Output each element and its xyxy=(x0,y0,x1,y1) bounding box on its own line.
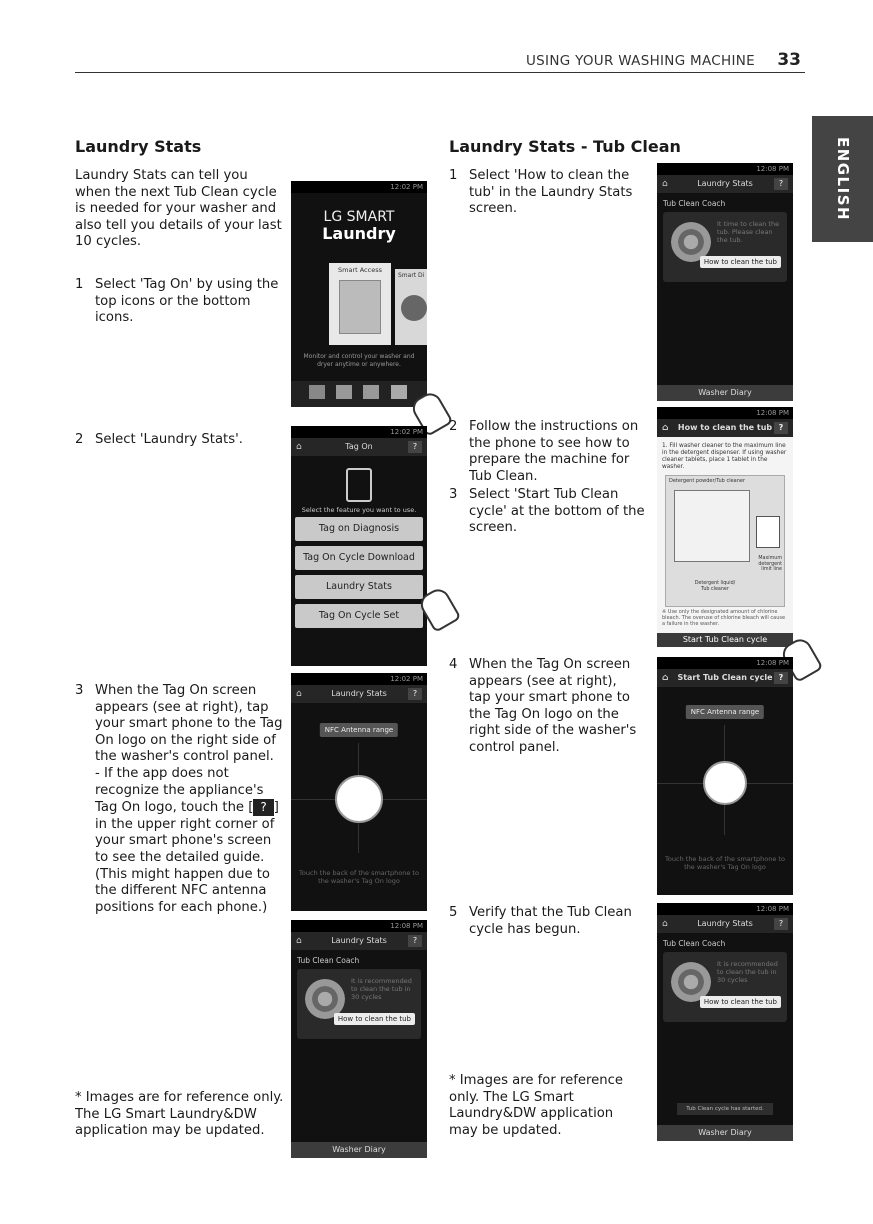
washer-diary-bar[interactable]: Washer Diary xyxy=(657,385,793,401)
app-brand: LG SMART xyxy=(323,209,395,225)
menu-tag-on-diagnosis[interactable]: Tag on Diagnosis xyxy=(295,517,423,541)
coach-message: It is recommended to clean the tub in 30 cycles xyxy=(351,977,412,1001)
status-bar: 12:02 PM xyxy=(291,181,427,193)
step-3-sub-1: - If the app does not recognize the appliance's Tag On logo, touch the xyxy=(95,765,264,816)
screen-title: Laundry Stats xyxy=(697,919,753,928)
tag-on-target[interactable] xyxy=(335,775,383,823)
detergent-powder-label: Detergent powder/Tub cleaner xyxy=(669,478,746,484)
home-icon[interactable]: ⌂ xyxy=(662,673,669,683)
tag-on-target[interactable] xyxy=(703,761,747,805)
start-tub-clean-button[interactable]: Start Tub Clean cycle xyxy=(657,633,793,647)
help-icon[interactable]: ? xyxy=(408,441,422,453)
step-text: Select 'How to clean the tub' in the Laundry Stats screen. xyxy=(469,168,633,217)
phone-tub-clean-coach xyxy=(657,163,793,401)
right-heading: Laundry Stats - Tub Clean xyxy=(449,137,681,156)
select-feature-text: Select the feature you want to use. xyxy=(301,506,417,514)
step-text: Select 'Start Tub Clean cycle' at the bottom of the screen. xyxy=(469,487,645,536)
step-text: Follow the instructions on the phone to see how to prepare the machine for Tub Clean. xyxy=(469,419,639,484)
home-icon[interactable]: ⌂ xyxy=(662,919,668,929)
tub-clean-coach-label: Tub Clean Coach xyxy=(297,956,360,965)
tub-clean-coach-label: Tub Clean Coach xyxy=(663,199,726,208)
home-icon[interactable]: ⌂ xyxy=(662,179,668,189)
nfc-antenna-label: NFC Antenna range xyxy=(686,705,764,719)
monitor-text: Monitor and control your washer and dryer anytime or anywhere. xyxy=(303,353,415,368)
phone-laundry-stats xyxy=(291,920,427,1158)
step-number: 1 xyxy=(449,168,458,183)
max-line-detail xyxy=(756,516,780,548)
help-key-sample: ? xyxy=(253,799,273,816)
title-bar xyxy=(657,669,793,687)
status-bar: 12:02 PM xyxy=(291,426,427,438)
left-note: * Images are for reference only. The LG Smart Laundry&DW application may be updated. xyxy=(75,1090,284,1139)
help-icon[interactable]: ? xyxy=(774,918,788,930)
screen-title: Laundry Stats xyxy=(697,179,753,188)
how-to-clean-button[interactable]: How to clean the tub xyxy=(334,1013,415,1025)
washer-diary-bar[interactable]: Washer Diary xyxy=(657,1125,793,1141)
cycle-started-toast: Tub Clean cycle has started. xyxy=(677,1103,773,1115)
title-bar xyxy=(291,685,427,703)
smart-di-label: Smart Di xyxy=(398,272,425,279)
how-to-clean-button[interactable]: How to clean the tub xyxy=(700,996,781,1008)
smart-diagnosis-card[interactable] xyxy=(395,269,427,345)
right-step-5 xyxy=(449,905,639,938)
page-number: 33 xyxy=(777,50,801,70)
step-number: 2 xyxy=(449,419,458,434)
nfc-antenna-label: NFC Antenna range xyxy=(320,723,398,737)
washer-diary-bar[interactable]: Washer Diary xyxy=(291,1142,427,1158)
home-icon[interactable]: ⌂ xyxy=(296,442,302,452)
screen-title: Laundry Stats xyxy=(331,936,387,945)
help-icon[interactable]: ? xyxy=(408,935,422,947)
home-icon[interactable]: ⌂ xyxy=(296,689,302,699)
step-text: When the Tag On screen appears (see at right), tap your smart phone to the Tag On logo on the right side of the washer's control panel. xyxy=(469,657,637,755)
title-bar xyxy=(291,932,427,950)
smart-diagnosis-icon[interactable] xyxy=(336,385,352,399)
step-text: Select 'Tag On' by using the top icons or the bottom icons. xyxy=(95,277,279,326)
phone-start-nfc xyxy=(657,657,793,895)
left-heading: Laundry Stats xyxy=(75,137,202,156)
phone-app-home xyxy=(291,181,427,407)
detergent-liquid-label: Detergent liquid/ Tub cleaner xyxy=(694,581,736,592)
status-bar: 12:08 PM xyxy=(657,657,793,669)
left-step-1 xyxy=(75,277,285,327)
left-step-3 xyxy=(75,683,287,916)
left-intro: Laundry Stats can tell you when the next Tub Clean cycle is needed for your washer and also tell you details of your last 10 cycles. xyxy=(75,168,282,250)
running-header-title: USING YOUR WASHING MACHINE xyxy=(525,53,755,69)
coach-card xyxy=(663,212,787,282)
touch-instruction: Touch the back of the smartphone to the washer's Tag On logo xyxy=(665,855,785,871)
screen-title: Start Tub Clean cycle xyxy=(677,673,773,682)
status-bar: 12:08 PM xyxy=(657,163,793,175)
smart-access-card[interactable] xyxy=(329,263,391,345)
header-rule xyxy=(75,72,805,73)
step-number: 2 xyxy=(75,432,84,447)
status-bar: 12:08 PM xyxy=(657,407,793,419)
help-icon[interactable]: ? xyxy=(774,422,788,434)
coach-message: It time to clean the tub. Please clean the tub. xyxy=(717,220,780,244)
step-text: When the Tag On screen appears (see at right), tap your smart phone to the Tag On logo on the right side of the washer's control panel. - If the app does not recognize the appliance's Tag On logo, touch the [ ? ] in the upper right corner of your smart phone's screen to see the detailed guide. (This might happen due to the different NFC antenna positions for each phone.) xyxy=(95,683,283,915)
coach-message: It is recommended to clean the tub in 30 cycles xyxy=(717,960,778,984)
coach-card xyxy=(297,969,421,1039)
max-line-label: Maximum detergent limit line xyxy=(758,556,782,572)
step-number: 5 xyxy=(449,905,458,920)
dispenser-drawer xyxy=(674,490,750,562)
app-name: Laundry xyxy=(322,224,396,243)
phone-nfc-tag xyxy=(291,673,427,911)
screen-title: Tag On xyxy=(345,442,373,451)
right-step-4 xyxy=(449,657,639,757)
menu-tag-on-cycle-download[interactable]: Tag On Cycle Download xyxy=(295,546,423,570)
right-step-1 xyxy=(449,168,639,218)
step-number: 1 xyxy=(75,277,84,292)
status-bar: 12:02 PM xyxy=(291,673,427,685)
phone-how-to-clean xyxy=(657,407,793,647)
menu-tag-on-cycle-set[interactable]: Tag On Cycle Set xyxy=(295,604,423,628)
screen-title: How to clean the tub xyxy=(677,423,773,432)
plus-icon xyxy=(401,295,427,321)
step-3-sub-2: in the upper right corner of your smart phone's screen to see the detailed guide. (This might happen due to the different NFC antenna positions for each phone.) xyxy=(95,816,275,915)
smart-access-icon[interactable] xyxy=(309,385,325,399)
language-tab xyxy=(812,116,873,242)
help-icon[interactable]: ? xyxy=(408,688,422,700)
how-to-clean-button[interactable]: How to clean the tub xyxy=(700,256,781,268)
home-icon[interactable]: ⌂ xyxy=(662,423,669,433)
status-bar: 12:08 PM xyxy=(291,920,427,932)
status-bar: 12:08 PM xyxy=(657,903,793,915)
language-tab-label: ENGLISH xyxy=(833,136,852,222)
step-3-main: When the Tag On screen appears (see at right), tap your smart phone to the Tag On logo on the right side of the washer's control panel. xyxy=(95,683,283,765)
chlorine-note: ※ Use only the designated amount of chlorine bleach. The overuse of chlorine bleach will cause a failure in the washer. xyxy=(662,609,786,627)
touch-instruction: Touch the back of the smartphone to the washer's Tag On logo xyxy=(299,869,419,885)
right-step-2 xyxy=(449,419,645,485)
instruction-text: 1. Fill washer cleaner to the maximum line in the detergent dispenser. If using washer cleaner tablets, place 1 tablet in the washer. xyxy=(662,443,787,470)
step-number: 3 xyxy=(75,683,84,698)
left-step-2 xyxy=(75,432,285,449)
title-bar xyxy=(657,419,793,437)
dispenser-diagram xyxy=(665,475,785,607)
home-icon[interactable]: ⌂ xyxy=(296,936,302,946)
help-icon[interactable]: ? xyxy=(774,672,788,684)
title-bar xyxy=(291,438,427,456)
tub-clean-coach-label: Tub Clean Coach xyxy=(663,939,726,948)
tag-on-icon[interactable] xyxy=(391,385,407,399)
bottom-icon-bar xyxy=(291,381,427,407)
smart-access-label: Smart Access xyxy=(338,266,382,274)
coach-card xyxy=(663,952,787,1022)
smart-adapt-icon[interactable] xyxy=(363,385,379,399)
right-step-3 xyxy=(449,487,645,537)
right-note: * Images are for reference only. The LG Smart Laundry&DW application may be updated. xyxy=(449,1073,623,1138)
step-text: Verify that the Tub Clean cycle has begun. xyxy=(469,905,632,937)
help-icon[interactable]: ? xyxy=(774,178,788,190)
title-bar xyxy=(657,175,793,193)
step-number: 3 xyxy=(449,487,458,502)
nfc-phone-icon xyxy=(346,468,372,502)
feature-menu xyxy=(291,512,427,633)
phone-cycle-started xyxy=(657,903,793,1141)
step-text: Select 'Laundry Stats'. xyxy=(95,432,243,447)
screen-title: Laundry Stats xyxy=(331,689,387,698)
phone-tag-on-menu xyxy=(291,426,427,666)
title-bar xyxy=(657,915,793,933)
step-number: 4 xyxy=(449,657,458,672)
washer-image xyxy=(339,280,381,334)
menu-laundry-stats[interactable]: Laundry Stats xyxy=(295,575,423,599)
